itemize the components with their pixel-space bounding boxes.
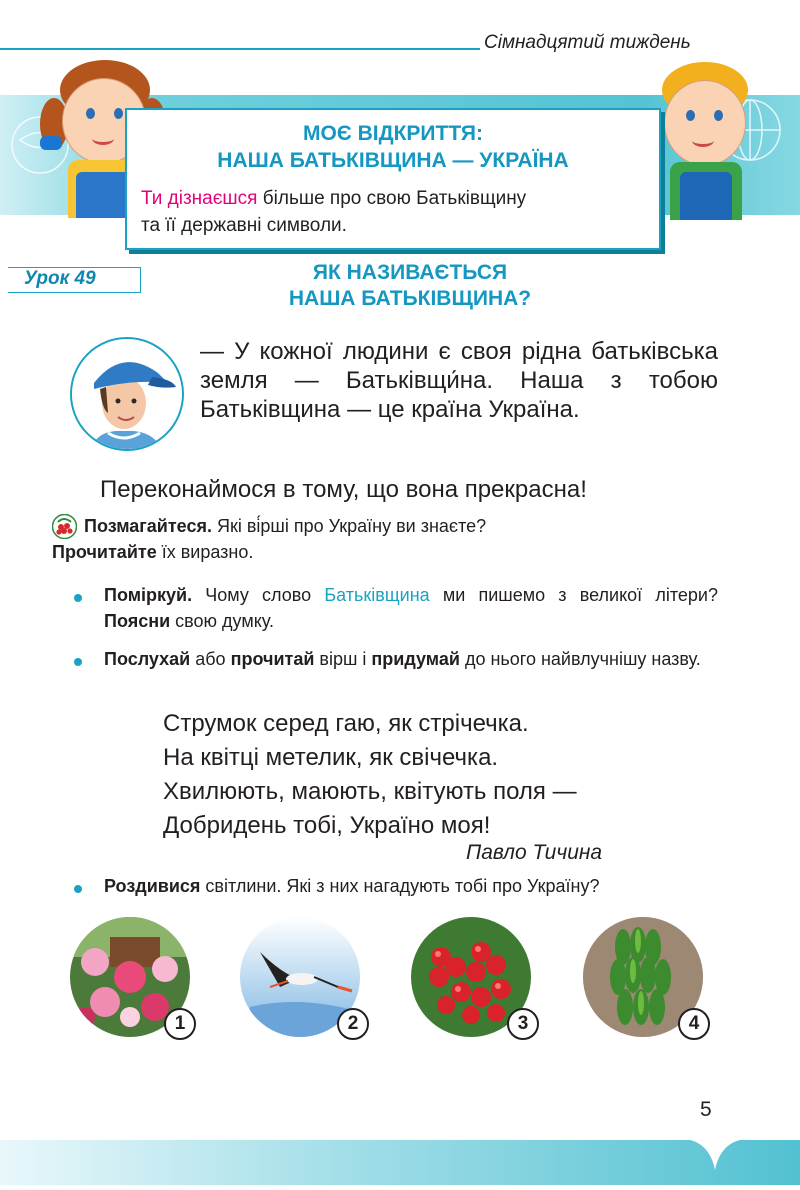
discovery-text (141, 185, 651, 239)
poem (163, 707, 577, 843)
chapter-title: Сімнадцятий тиждень (484, 32, 691, 53)
photo-number: 3 (507, 1008, 539, 1040)
task-explain-verb: Поясни (104, 611, 171, 631)
task-listen-verb: Послухай (104, 649, 191, 669)
discovery-text-line2: та її державні символи. (141, 215, 347, 236)
photo-number: 2 (337, 1008, 369, 1040)
boy-avatar (70, 337, 184, 451)
task-listen-text2: вірш і (314, 649, 372, 669)
lesson-label: Урок 49 (24, 268, 96, 289)
task-compete-verb: Позмагайтеся. (84, 516, 212, 536)
task-read2-verb: прочитай (230, 649, 315, 669)
task-listen-text3: до нього найвлучнішу назву. (459, 649, 701, 669)
photo-number: 1 (164, 1008, 196, 1040)
task-think-text3: свою думку. (170, 611, 274, 631)
lesson-title-line1: ЯК НАЗИВАЄТЬСЯ (312, 261, 508, 284)
task-think-text: Чому слово (192, 585, 325, 605)
lesson-title-line2: НАША БАТЬКІВЩИНА? (288, 287, 532, 310)
discovery-box (125, 108, 661, 250)
poem-author: Павло Тичина (466, 841, 603, 864)
task-think-verb: Поміркуй. (104, 585, 193, 605)
discovery-title-line2: НАША БАТЬКІВЩИНА — УКРАЇНА (217, 149, 569, 172)
intro-text-2: Переконаймося в тому, що вона прекрасна! (100, 476, 587, 503)
task-invent-verb: придумай (371, 649, 460, 669)
task-read-text: їх виразно. (156, 542, 254, 562)
discovery-highlight: Ти дізнаєшся (141, 188, 258, 209)
task-think (104, 582, 718, 634)
boy-cap-icon (72, 339, 182, 449)
task-look-text: світлини. Які з них нагадують тобі про Україну? (200, 876, 600, 896)
task-think-word: Батьківщина (324, 585, 430, 605)
poem-line: Добридень тобі, Україно моя! (163, 812, 491, 839)
footer-decor-icon (0, 1140, 800, 1185)
poem-line: На квітці метелик, як свічечка. (163, 744, 499, 771)
task-think-text2: ми пишемо з великої літери? (429, 585, 718, 605)
bullet-icon (74, 658, 82, 666)
intro-text: — У кожної людини є своя рідна батьківська земля — Батьківщи́на. Наша з тобою Батьківщина — це країна Україна. (200, 338, 718, 423)
poem-line: Струмок серед гаю, як стрічечка. (163, 710, 529, 737)
task-listen-text: або (190, 649, 231, 669)
photo-number: 4 (678, 1008, 710, 1040)
footer-band (0, 1140, 800, 1185)
bullet-icon (74, 885, 82, 893)
task-compete (84, 513, 718, 539)
page-number: 5 (700, 1098, 712, 1121)
lesson-tag (8, 267, 141, 293)
bullet-icon (74, 594, 82, 602)
task-compete-line2 (52, 539, 718, 565)
viburnum-icon (52, 514, 77, 539)
task-look-verb: Роздивися (104, 876, 201, 896)
lesson-title (170, 260, 650, 312)
task-listen (104, 646, 718, 672)
discovery-title-line1: МОЄ ВІДКРИТТЯ: (303, 122, 483, 145)
discovery-title (127, 120, 659, 174)
header-rule (0, 48, 480, 50)
discovery-text-rest: більше про свою Батьківщину (257, 188, 527, 209)
task-look (104, 873, 718, 899)
task-read-verb: Прочитайте (52, 542, 157, 562)
poem-line: Хвилюють, маюють, квітують поля — (163, 778, 577, 805)
task-compete-text: Які ві́рші про Україну ви знаєте? (211, 516, 487, 536)
